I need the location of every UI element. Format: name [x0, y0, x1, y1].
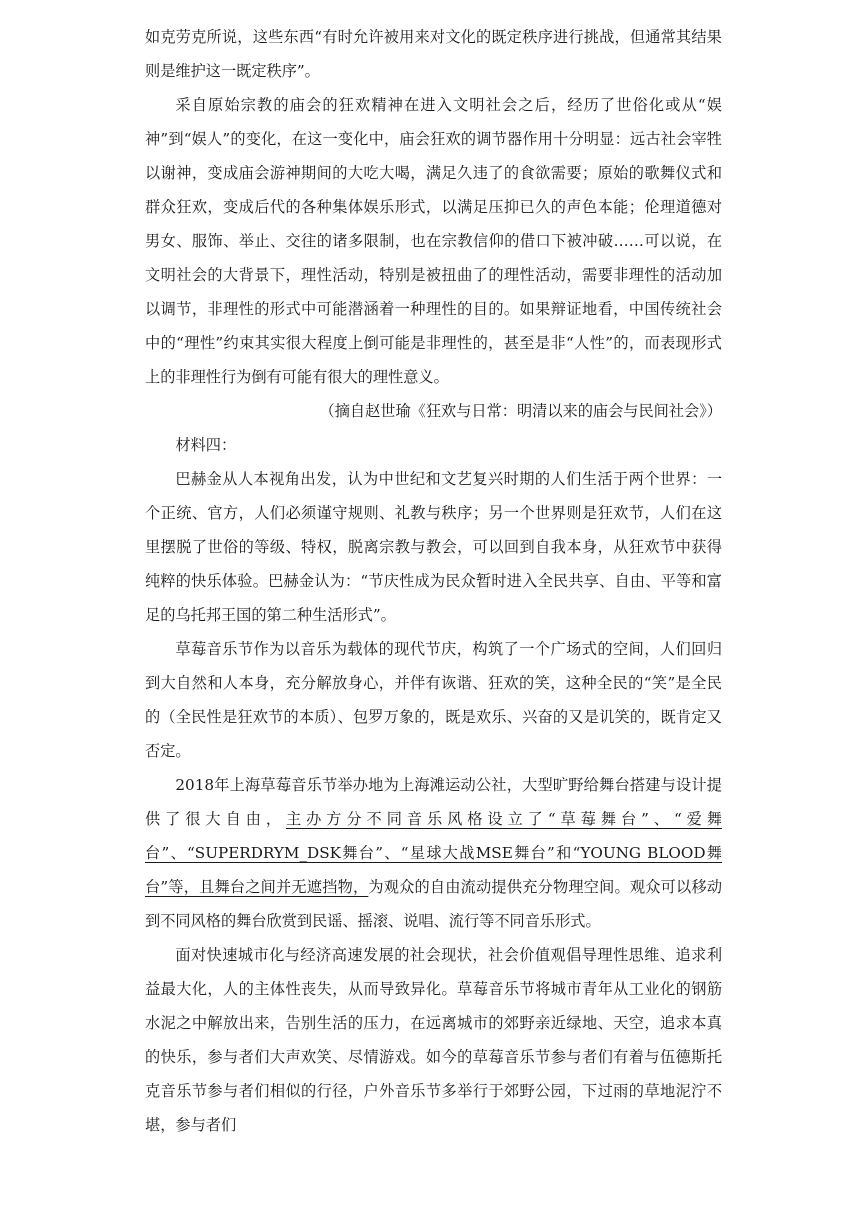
- underlined-sentence: 主办方分不同音乐风格设立了“草莓舞台”、“爱舞台”、“SUPERDRYM_DSK舞台”、“星球大战MSE舞台”和“YOUNG BLOOD舞台”等，且舞台之间并无遮挡物，: [145, 810, 722, 896]
- paragraph-bakhtin: 巴赫金从人本视角出发，认为中世纪和文艺复兴时期的人们生活于两个世界：一个正统、官方，人们必须谨守规则、礼教与秩序；另一个世界则是狂欢节，人们在这里摆脱了世俗的等级、特权，脱离宗教与教会，可以回到自我本身，从狂欢节中获得纯粹的快乐体验。巴赫金认为：“节庆性成为民众暂时进入全民共享、自由、平等和富足的乌托邦王国的第二种生活形式”。: [145, 470, 722, 624]
- paragraph-2018-part-a: 2018年上海草莓音乐节举办地为上海滩运动公社，大型旷野给舞台搭建与设计提供了很大自由，: [145, 776, 722, 828]
- material-four-heading: 材料四：: [175, 436, 237, 454]
- paragraph-1: 如克劳克所说，这些东西“有时允许被用来对文化的既定秩序进行挑战，但通常其结果则是维护这一既定秩序”。: [145, 28, 722, 80]
- paragraph-urbanization: 面对快速城市化与经济高速发展的社会现状，社会价值观倡导理性思维、追求利益最大化，人的主体性丧失，从而导致异化。草莓音乐节将城市青年从工业化的钢筋水泥之中解放出来，告别生活的压力，在远离城市的郊野亲近绿地、天空，追求本真的快乐，参与者们大声欢笑、尽情游戏。如今的草莓音乐节参与者们有着与伍德斯托克音乐节参与者们相似的行径，户外音乐节多举行于郊野公园，下过雨的草地泥泞不堪，参与者们: [145, 946, 722, 1134]
- paragraph-temple-fair: 采自原始宗教的庙会的狂欢精神在进入文明社会之后，经历了世俗化或从“娱神”到“娱人”的变化，在这一变化中，庙会狂欢的调节器作用十分明显：远古社会宰牲以谢神，变成庙会游神期间的大吃大喝，满足久违了的食欲需要；原始的歌舞仪式和群众狂欢，变成后代的各种集体娱乐形式，以满足压抑已久的声色本能；伦理道德对男女、服饰、举止、交往的诸多限制，也在宗教信仰的借口下被冲破……可以说，在文明社会的大背景下，理性活动，特别是被扭曲了的理性活动，需要非理性的活动加以调节，非理性的形式中可能潜涵着一种理性的目的。如果辩证地看，中国传统社会中的“理性”约束其实很大程度上倒可能是非理性的，甚至是非“人性”的，而表现形式上的非理性行为倒有可能有很大的理性意义。: [145, 96, 722, 386]
- paragraph-strawberry-festival: 草莓音乐节作为以音乐为载体的现代节庆，构筑了一个广场式的空间，人们回归到大自然和人本身，充分解放身心，并伴有诙谐、狂欢的笑，这种全民的“笑”是全民的（全民性是狂欢节的本质）、包罗万象的，既是欢乐、兴奋的又是讥笑的，既肯定又否定。: [145, 640, 722, 760]
- source-citation: （摘自赵世瑜《狂欢与日常：明清以来的庙会与民间社会》）: [319, 402, 722, 420]
- paragraph-2018-shanghai: [145, 768, 722, 938]
- paragraph-2018-part-b: 为观众的自由流动提供充分物理空间。观众可以移动到不同风格的舞台欣赏到民谣、摇滚、说唱、流行等不同音乐形式。: [145, 878, 723, 930]
